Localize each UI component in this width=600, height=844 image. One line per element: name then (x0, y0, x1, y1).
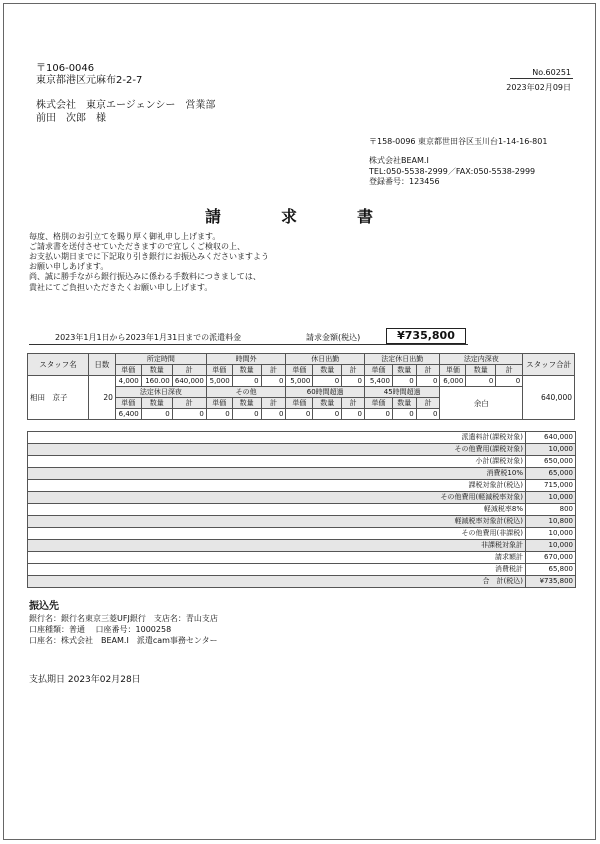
summary-label: 非課税対象計 (28, 540, 526, 552)
issuer-tel-fax: TEL:050-5538-2999／FAX:050-5538-2999 (369, 167, 536, 176)
staff-total-value: 640,000 (523, 376, 575, 420)
header-group: 45時間超過 (365, 387, 440, 398)
payment-due-date: 支払期日 2023年02月28日 (29, 675, 141, 685)
sub-unit: 単価 (286, 398, 313, 409)
header-staff-total: スタッフ合計 (523, 354, 575, 376)
cell: 0 (313, 409, 342, 420)
sub-total: 計 (416, 365, 440, 376)
sub-total: 計 (342, 398, 365, 409)
summary-value: 65,000 (526, 468, 576, 480)
header-group: 法定内深夜 (440, 354, 523, 365)
billing-period: 2023年1月1日から2023年1月31日までの派遣料金 (55, 333, 242, 342)
summary-label: 請求額計 (28, 552, 526, 564)
cell: 0 (141, 409, 172, 420)
summary-row (28, 504, 576, 516)
issuer-registration: 登録番号：123456 (369, 177, 440, 186)
summary-value: ¥735,800 (526, 576, 576, 588)
cell: 0 (261, 409, 286, 420)
cell: 0 (365, 409, 393, 420)
summary-value: 650,000 (526, 456, 576, 468)
summary-row (28, 444, 576, 456)
sub-qty: 数量 (141, 398, 172, 409)
issuer-company: 株式会社BEAM.I (369, 156, 429, 165)
summary-row (28, 540, 576, 552)
charges-table (27, 353, 575, 420)
sub-unit: 単価 (440, 365, 466, 376)
header-group: 休日出勤 (286, 354, 365, 365)
cell: 0 (232, 376, 261, 387)
cell: 640,000 (172, 376, 206, 387)
header-group: その他 (206, 387, 286, 398)
cell: 0 (342, 409, 365, 420)
cell: 0 (261, 376, 286, 387)
greeting-line: ご請求書を送付させていただきますので宜しくご検収の上、 (29, 242, 245, 251)
cell: 0 (416, 409, 440, 420)
summary-value: 10,800 (526, 516, 576, 528)
cell: 5,000 (286, 376, 313, 387)
recipient-person: 前田 次郎 様 (36, 113, 106, 124)
free-space-cell: 余白 (440, 387, 523, 420)
summary-label: 派遣料計(課税対象) (28, 432, 526, 444)
docno-underline (510, 78, 573, 79)
header-days: 日数 (88, 354, 115, 376)
page-frame (3, 3, 596, 840)
cell: 0 (416, 376, 440, 387)
summary-label: 消費税10% (28, 468, 526, 480)
sub-qty: 数量 (392, 365, 416, 376)
staff-name: 相田 京子 (28, 376, 89, 420)
summary-value: 65,800 (526, 564, 576, 576)
sub-qty: 数量 (466, 365, 496, 376)
summary-row (28, 480, 576, 492)
amount-value: ¥735,800 (397, 329, 455, 342)
cell: 0 (466, 376, 496, 387)
issuer-address: 〒158-0096 東京都世田谷区玉川台1-14-16-801 (369, 137, 548, 146)
cell: 0 (313, 376, 342, 387)
table-row (28, 376, 575, 387)
greeting-line: お支払い期日までに下記取り引き銀行にお振込みくださいますよう (29, 252, 269, 261)
cell: 0 (496, 376, 523, 387)
summary-row (28, 456, 576, 468)
header-group: 60時間超過 (286, 387, 365, 398)
summary-label: その他費用(非課税) (28, 528, 526, 540)
sub-qty: 数量 (392, 398, 416, 409)
document-title: 請 求 書 (204, 207, 395, 226)
header-group: 時間外 (206, 354, 286, 365)
summary-label: その他費用(軽減税率対象) (28, 492, 526, 504)
bank-line: 口座名：株式会社 BEAM.I 派遣cam事務センター (29, 636, 218, 645)
sub-unit: 単価 (365, 398, 393, 409)
summary-value: 10,000 (526, 444, 576, 456)
summary-value: 800 (526, 504, 576, 516)
bank-line: 口座種類：普通 口座番号：1000258 (29, 625, 172, 634)
cell: 0 (392, 376, 416, 387)
sub-total: 計 (342, 365, 365, 376)
summary-label: 軽減税率8% (28, 504, 526, 516)
summary-label: その他費用(課税対象) (28, 444, 526, 456)
summary-value: 670,000 (526, 552, 576, 564)
amount-label: 請求金額(税込) (306, 333, 361, 342)
summary-row (28, 528, 576, 540)
cell: 4,000 (115, 376, 141, 387)
summary-value: 10,000 (526, 540, 576, 552)
bank-heading: 振込先 (29, 601, 59, 612)
header-group: 所定時間 (115, 354, 206, 365)
cell: 6,400 (115, 409, 141, 420)
sub-unit: 単価 (206, 398, 232, 409)
summary-row (28, 564, 576, 576)
cell: 0 (172, 409, 206, 420)
summary-table (27, 431, 576, 588)
amount-box (386, 328, 466, 344)
sub-qty: 数量 (232, 365, 261, 376)
sub-unit: 単価 (286, 365, 313, 376)
cell: 5,000 (206, 376, 232, 387)
summary-row (28, 492, 576, 504)
summary-value: 640,000 (526, 432, 576, 444)
sub-total: 計 (172, 398, 206, 409)
cell: 0 (206, 409, 232, 420)
cell: 0 (342, 376, 365, 387)
sub-unit: 単価 (115, 398, 141, 409)
header-group: 法定休日深夜 (115, 387, 206, 398)
header-staff: スタッフ名 (28, 354, 89, 376)
summary-label: 合 計(税込) (28, 576, 526, 588)
summary-row (28, 432, 576, 444)
sub-total: 計 (261, 365, 286, 376)
summary-label: 課税対象計(税込) (28, 480, 526, 492)
summary-row (28, 552, 576, 564)
sub-unit: 単価 (206, 365, 232, 376)
cell: 5,400 (365, 376, 393, 387)
recipient-postal: 〒106-0046 (36, 63, 95, 74)
summary-label: 消費税計 (28, 564, 526, 576)
recipient-company: 株式会社 東京エージェンシー 営業部 (36, 100, 216, 111)
sub-unit: 単価 (365, 365, 393, 376)
sub-qty: 数量 (232, 398, 261, 409)
staff-days: 20 (88, 376, 115, 420)
document-number: No.60251 (532, 68, 571, 77)
table-header-row (28, 354, 575, 365)
cell: 0 (392, 409, 416, 420)
cell: 160.00 (141, 376, 172, 387)
summary-value: 10,000 (526, 528, 576, 540)
sub-total: 計 (496, 365, 523, 376)
greeting-line: 尚、誠に勝手ながら銀行振込みに係わる手数料につきましては、 (29, 272, 261, 281)
issue-date: 2023年02月09日 (506, 83, 571, 92)
greeting-line: 貴社にてご負担いただきたくお願い申し上げます。 (29, 283, 213, 292)
period-underline (29, 344, 468, 345)
summary-label: 小計(課税対象) (28, 456, 526, 468)
recipient-address: 東京都港区元麻布2-2-7 (36, 75, 143, 86)
sub-qty: 数量 (141, 365, 172, 376)
sub-qty: 数量 (313, 365, 342, 376)
summary-row (28, 516, 576, 528)
bank-line: 銀行名：銀行名東京三菱UFJ銀行 支店名：青山支店 (29, 614, 218, 623)
summary-value: 10,000 (526, 492, 576, 504)
cell: 0 (286, 409, 313, 420)
cell: 6,000 (440, 376, 466, 387)
sub-unit: 単価 (115, 365, 141, 376)
summary-row-total (28, 576, 576, 588)
summary-value: 715,000 (526, 480, 576, 492)
sub-total: 計 (172, 365, 206, 376)
sub-total: 計 (261, 398, 286, 409)
sub-total: 計 (416, 398, 440, 409)
cell: 0 (232, 409, 261, 420)
sub-qty: 数量 (313, 398, 342, 409)
summary-label: 軽減税率対象計(税込) (28, 516, 526, 528)
summary-row (28, 468, 576, 480)
greeting-line: 毎度、格別のお引立てを賜り厚く御礼申し上げます。 (29, 232, 221, 241)
header-group: 法定休日出勤 (365, 354, 440, 365)
greeting-line: お願い申しあげます。 (29, 262, 109, 271)
